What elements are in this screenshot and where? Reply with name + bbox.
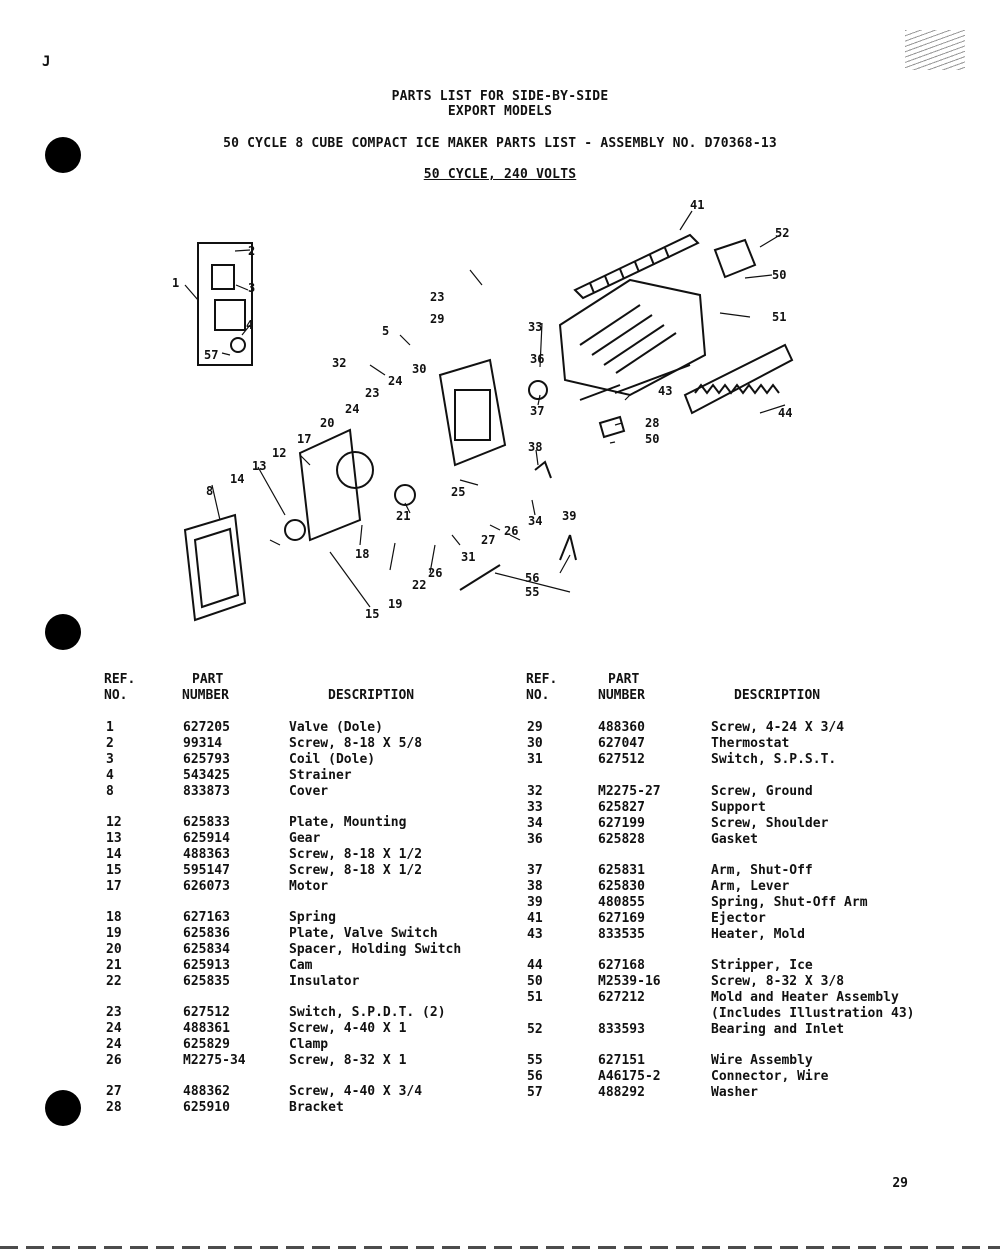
part-number: 543425 [183, 768, 230, 783]
ref-number: 27 [106, 1084, 122, 1099]
ref-number: 31 [527, 752, 543, 767]
ref-number: 36 [527, 832, 543, 847]
part-number: A46175-2 [598, 1069, 661, 1084]
gear [285, 520, 305, 540]
part-number: 488360 [598, 720, 645, 735]
parts-list-row [0, 895, 1000, 911]
ref-number: 12 [106, 815, 122, 830]
parts-list-row [0, 1022, 1000, 1038]
part-number: 833873 [183, 784, 230, 799]
callout-32: 32 [332, 356, 347, 370]
part-description: Gear [289, 831, 321, 846]
part-description: Bearing and Inlet [711, 1022, 845, 1037]
part-description: Screw, 8-18 X 5/8 [289, 736, 423, 751]
ref-number: 33 [527, 800, 543, 815]
part-description: Mold and Heater Assembly [711, 990, 899, 1005]
ref-number: 23 [106, 1005, 122, 1020]
part-number: 627205 [183, 720, 230, 735]
parts-list-row [0, 1053, 1000, 1069]
part-description: Stripper, Ice [711, 958, 813, 973]
part-description: Bracket [289, 1100, 344, 1115]
ref-number: 1 [106, 720, 114, 735]
part-description: Spring, Shut-Off Arm [711, 895, 868, 910]
scan-edge-noise [905, 30, 965, 70]
parts-list-row [0, 1006, 1000, 1022]
part-number: 627163 [183, 910, 230, 925]
ref-number: 32 [527, 784, 543, 799]
parts-list-row [0, 942, 1000, 958]
parts-list-row [0, 879, 1000, 895]
part-number: 627199 [598, 816, 645, 831]
ref-number: 51 [527, 990, 543, 1005]
ref-number: 24 [106, 1021, 122, 1036]
callout-39: 39 [562, 509, 577, 523]
callout-20: 20 [320, 416, 335, 430]
parts-list-row [0, 816, 1000, 832]
strainer [231, 338, 245, 352]
parts-list-row [0, 958, 1000, 974]
parts-list-row [0, 1037, 1000, 1053]
ref-number: 44 [527, 958, 543, 973]
ice-stripper [685, 345, 792, 413]
wire-connector [560, 535, 576, 560]
part-description: Switch, S.P.D.T. (2) [289, 1005, 446, 1020]
ref-number: 30 [527, 736, 543, 751]
callout-24: 24 [345, 402, 360, 416]
part-description: Arm, Shut-Off [711, 863, 813, 878]
callout-55: 55 [525, 585, 540, 599]
part-description: Washer [711, 1085, 758, 1100]
part-description: Cover [289, 784, 329, 799]
part-description: Clamp [289, 1037, 329, 1052]
callout-28: 28 [645, 416, 660, 430]
support-housing [440, 360, 505, 465]
heater-rod [615, 365, 690, 393]
callout-23: 23 [430, 290, 445, 304]
part-description: Support [711, 800, 766, 815]
voltage-subtitle [0, 167, 1000, 182]
valve-coil [212, 265, 234, 289]
parts-list-row [0, 1100, 1000, 1116]
left-part-header: PART NUMBER [182, 672, 229, 703]
ref-number: 57 [527, 1085, 543, 1100]
parts-list-row [0, 720, 1000, 736]
callout-18: 18 [355, 547, 370, 561]
callout-1: 1 [172, 276, 180, 290]
part-number: 625914 [183, 831, 230, 846]
part-number: 625827 [598, 800, 645, 815]
voltage-text: 50 CYCLE, 240 VOLTS [423, 167, 577, 182]
callout-27: 27 [481, 533, 496, 547]
part-description: Thermostat [711, 736, 790, 751]
parts-list-row [0, 768, 1000, 784]
ref-number: 26 [106, 1053, 122, 1068]
part-number: 626073 [183, 879, 230, 894]
part-number: 99314 [183, 736, 223, 751]
part-description: Screw, 8-18 X 1/2 [289, 847, 423, 862]
right-ref-header: REF. NO. [526, 672, 558, 703]
ref-number: 28 [106, 1100, 122, 1115]
punch-hole-middle [45, 614, 81, 650]
left-ref-header: REF. NO. [104, 672, 136, 703]
ref-number: 18 [106, 910, 122, 925]
ref-number: 13 [106, 831, 122, 846]
part-description: Motor [289, 879, 329, 894]
part-description: Connector, Wire [711, 1069, 829, 1084]
part-number: 488361 [183, 1021, 230, 1036]
callout-30: 30 [412, 362, 427, 376]
callout-56: 56 [525, 571, 540, 585]
ref-number: 50 [527, 974, 543, 989]
title-line-1: PARTS LIST FOR SIDE-BY-SIDE [391, 89, 609, 104]
callout-13: 13 [252, 459, 267, 473]
ref-number: 15 [106, 863, 122, 878]
part-description: Strainer [289, 768, 352, 783]
part-description: Heater, Mold [711, 927, 805, 942]
parts-list-row [0, 800, 1000, 816]
wire-assembly [460, 565, 500, 590]
callout-15: 15 [365, 607, 380, 621]
callout-26: 26 [428, 566, 443, 580]
right-part-header: PART NUMBER [598, 672, 645, 703]
ref-number: 21 [106, 958, 122, 973]
parts-list-row [0, 784, 1000, 800]
bearing-inlet [715, 240, 755, 277]
cover [185, 515, 245, 620]
part-number: 627512 [598, 752, 645, 767]
part-description: Insulator [289, 974, 360, 989]
parts-list-row [0, 1085, 1000, 1101]
ref-number: 41 [527, 911, 543, 926]
corner-mark: J [42, 54, 51, 70]
part-description: Wire Assembly [711, 1053, 813, 1068]
cam [395, 485, 415, 505]
mold-cavities [580, 305, 676, 373]
ref-number: 34 [527, 816, 543, 831]
part-number: 625913 [183, 958, 230, 973]
ref-number: 3 [106, 752, 114, 767]
callout-8: 8 [206, 484, 214, 498]
callout-36: 36 [530, 352, 545, 366]
ref-number: 38 [527, 879, 543, 894]
part-number: 488292 [598, 1085, 645, 1100]
callout-2: 2 [248, 244, 256, 258]
parts-list-row [0, 863, 1000, 879]
callout-50: 50 [645, 432, 660, 446]
part-number: 625835 [183, 974, 230, 989]
ref-number: 29 [527, 720, 543, 735]
callout-22: 22 [412, 578, 427, 592]
callout-26: 26 [504, 524, 519, 538]
valve-body [215, 300, 245, 330]
part-description: Screw, 4-40 X 3/4 [289, 1084, 423, 1099]
part-description: Screw, 8-32 X 1 [289, 1053, 407, 1068]
part-description: (Includes Illustration 43) [711, 1006, 915, 1021]
scan-bottom-edge [0, 1246, 1000, 1249]
part-number: 833535 [598, 927, 645, 942]
page-number: 29 [892, 1176, 908, 1191]
callout-24: 24 [388, 374, 403, 388]
callout-23: 23 [365, 386, 380, 400]
callout-50: 50 [772, 268, 787, 282]
part-number: 627047 [598, 736, 645, 751]
callout-21: 21 [396, 509, 411, 523]
ref-number: 2 [106, 736, 114, 751]
part-description: Screw, 8-18 X 1/2 [289, 863, 423, 878]
left-description-header: DESCRIPTION [328, 688, 415, 703]
part-description: Spacer, Holding Switch [289, 942, 462, 957]
callout-17: 17 [297, 432, 312, 446]
callout-29: 29 [430, 312, 445, 326]
part-number: 488363 [183, 847, 230, 862]
cover-front [195, 529, 238, 607]
part-number: 625833 [183, 815, 230, 830]
part-description: Arm, Lever [711, 879, 790, 894]
part-number: M2275-34 [183, 1053, 246, 1068]
part-number: 627169 [598, 911, 645, 926]
part-description: Ejector [711, 911, 766, 926]
callout-4: 4 [246, 318, 254, 332]
parts-list-row [0, 911, 1000, 927]
callout-19: 19 [388, 597, 403, 611]
part-number: 595147 [183, 863, 230, 878]
ref-number: 55 [527, 1053, 543, 1068]
ref-number: 14 [106, 847, 122, 862]
part-description: Plate, Mounting [289, 815, 407, 830]
callout-57: 57 [204, 348, 219, 362]
part-number: 625836 [183, 926, 230, 941]
parts-list-row [0, 990, 1000, 1006]
callout-3: 3 [248, 281, 256, 295]
ref-number: 4 [106, 768, 114, 783]
callout-51: 51 [772, 310, 787, 324]
parts-list-row [0, 752, 1000, 768]
right-description-header: DESCRIPTION [734, 688, 821, 703]
ref-number: 19 [106, 926, 122, 941]
assembly-subtitle: 50 CYCLE 8 CUBE COMPACT ICE MAKER PARTS LIST - ASSEMBLY NO. D70368-13 [223, 136, 777, 151]
callout-34: 34 [528, 514, 543, 528]
part-number: 625910 [183, 1100, 230, 1115]
part-description: Screw, Ground [711, 784, 813, 799]
part-description: Switch, S.P.S.T. [711, 752, 837, 767]
callout-52: 52 [775, 226, 790, 240]
ref-number: 52 [527, 1022, 543, 1037]
parts-list-row [0, 927, 1000, 943]
part-number: 627151 [598, 1053, 645, 1068]
ref-number: 8 [106, 784, 114, 799]
part-number: M2539-16 [598, 974, 661, 989]
parts-list-row [0, 974, 1000, 990]
exploded-parts-diagram [160, 195, 840, 625]
callout-5: 5 [382, 324, 390, 338]
callout-33: 33 [528, 320, 543, 334]
part-description: Cam [289, 958, 313, 973]
title-line-2: EXPORT MODELS [447, 104, 553, 119]
part-description: Spring [289, 910, 336, 925]
part-number: 625830 [598, 879, 645, 894]
callout-31: 31 [461, 550, 476, 564]
part-description: Screw, 8-32 X 3/8 [711, 974, 845, 989]
part-number: 625831 [598, 863, 645, 878]
ref-number: 22 [106, 974, 122, 989]
part-description: Gasket [711, 832, 758, 847]
callout-14: 14 [230, 472, 245, 486]
ref-number: 56 [527, 1069, 543, 1084]
parts-list-row [0, 736, 1000, 752]
part-number: 625793 [183, 752, 230, 767]
ref-number: 43 [527, 927, 543, 942]
part-number: 488362 [183, 1084, 230, 1099]
part-description: Coil (Dole) [289, 752, 376, 767]
part-number: 833593 [598, 1022, 645, 1037]
callout-44: 44 [778, 406, 793, 420]
part-description: Plate, Valve Switch [289, 926, 438, 941]
ref-number: 37 [527, 863, 543, 878]
part-description: Valve (Dole) [289, 720, 383, 735]
part-number: M2275-27 [598, 784, 661, 799]
parts-list-row [0, 1069, 1000, 1085]
part-number: 625829 [183, 1037, 230, 1052]
parts-list-row [0, 847, 1000, 863]
parts-list-row [0, 832, 1000, 848]
callout-43: 43 [658, 384, 673, 398]
part-number: 627168 [598, 958, 645, 973]
ref-number: 20 [106, 942, 122, 957]
housing-inner [455, 390, 490, 440]
callout-38: 38 [528, 440, 543, 454]
part-number: 625834 [183, 942, 230, 957]
mounting-plate [300, 430, 360, 540]
ref-number: 39 [527, 895, 543, 910]
part-number: 627512 [183, 1005, 230, 1020]
callout-41: 41 [690, 198, 705, 212]
ref-number: 17 [106, 879, 122, 894]
part-description: Screw, 4-40 X 1 [289, 1021, 407, 1036]
part-number: 480855 [598, 895, 645, 910]
gasket [529, 381, 547, 399]
part-number: 627212 [598, 990, 645, 1005]
part-description: Screw, Shoulder [711, 816, 829, 831]
callout-25: 25 [451, 485, 466, 499]
callout-37: 37 [530, 404, 545, 418]
callout-12: 12 [272, 446, 287, 460]
part-description: Screw, 4-24 X 3/4 [711, 720, 845, 735]
ref-number: 24 [106, 1037, 122, 1052]
part-number: 625828 [598, 832, 645, 847]
leader-lines [185, 211, 785, 607]
bracket [600, 417, 624, 437]
